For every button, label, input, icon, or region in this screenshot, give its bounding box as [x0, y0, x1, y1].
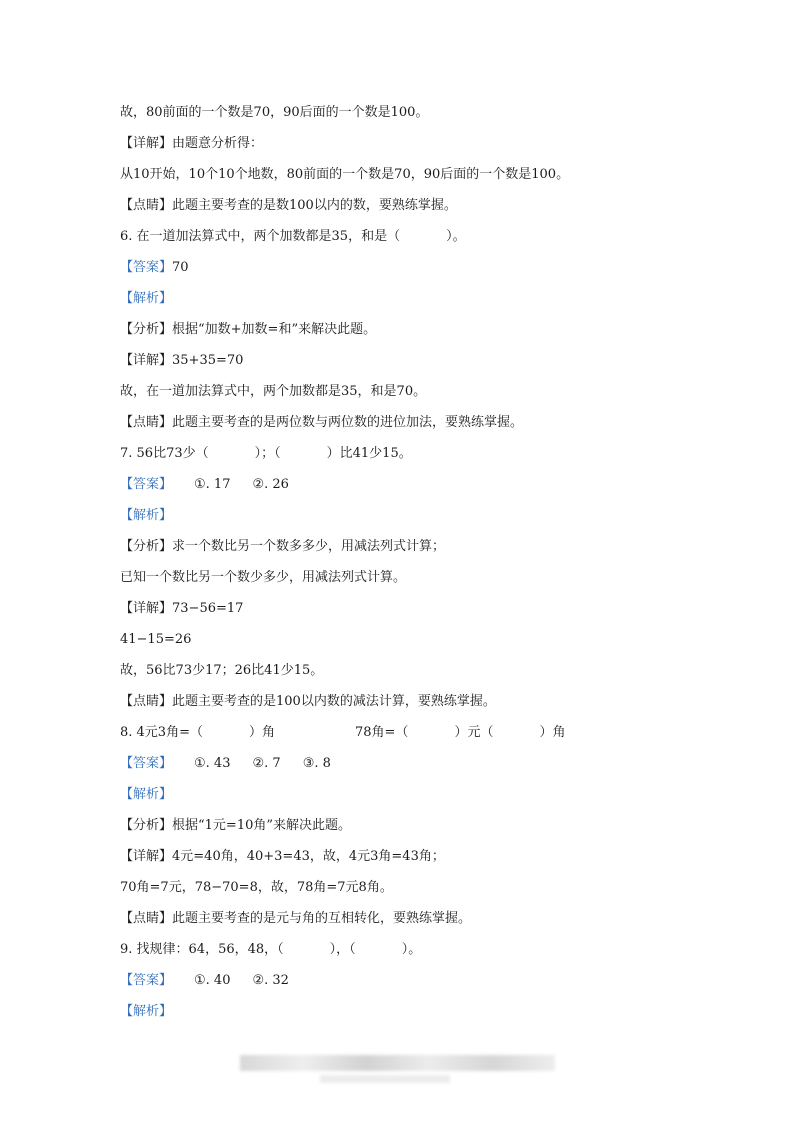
text-line: 故，80前面的一个数是70，90后面的一个数是100。	[120, 105, 429, 120]
question-6: 6. 在一道加法算式中，两个加数都是35，和是（ ）。	[120, 229, 466, 244]
text-line: 从10开始，10个10个地数，80前面的一个数是70，90后面的一个数是100。	[120, 167, 570, 182]
comment-line: 【点睛】此题主要考查的是数100以内的数，要熟练掌握。	[120, 198, 457, 213]
detail-line: 【详解】35+35=70	[120, 353, 244, 368]
answer-tag: 【答案】	[120, 477, 173, 492]
blurred-watermark	[240, 1055, 555, 1071]
answer-line: 【答案】70	[120, 260, 189, 275]
analysis-line: 【分析】求一个数比另一个数多多少，用减法列式计算；	[120, 539, 446, 554]
text-line: 故，在一道加法算式中，两个加数都是35，和是70。	[120, 384, 427, 399]
analysis-line: 【分析】根据“加数+加数=和”来解决此题。	[120, 322, 377, 337]
analysis-line: 【分析】根据“1元=10角”来解决此题。	[120, 818, 352, 833]
comment-line: 【点睛】此题主要考查的是元与角的互相转化，要熟练掌握。	[120, 911, 472, 926]
document-body	[120, 100, 740, 1030]
text-line: 故，56比73少17；26比41少15。	[120, 663, 324, 678]
answer-line: 【答案】 ①. 17 ②. 26	[120, 477, 289, 492]
detail-line: 【详解】73−56=17	[120, 601, 244, 616]
question-7: 7. 56比73少（ ）；（ ）比41少15。	[120, 446, 412, 461]
analysis-heading: 【解析】	[120, 1004, 173, 1019]
detail-line: 【详解】4元=40角，40+3=43，故，4元3角=43角；	[120, 849, 445, 864]
question-9: 9. 找规律：64，56，48，（ ），（ ）。	[120, 942, 422, 957]
text-line: 已知一个数比另一个数少多少，用减法列式计算。	[120, 570, 407, 585]
detail-line: 【详解】由题意分析得：	[120, 136, 264, 151]
detail-tag: 【详解】	[120, 136, 173, 151]
answer-line: 【答案】 ①. 43 ②. 7 ③. 8	[120, 756, 331, 771]
question-8: 8. 4元3角=（ ）角 78角=（ ）元（ ）角	[120, 725, 566, 740]
answer-line: 【答案】 ①. 40 ②. 32	[120, 973, 289, 988]
analysis-heading: 【解析】	[120, 787, 173, 802]
analysis-heading: 【解析】	[120, 291, 173, 306]
answer-tag: 【答案】	[120, 260, 173, 275]
comment-tag: 【点睛】	[120, 198, 173, 213]
answer-tag: 【答案】	[120, 756, 173, 771]
text-line: 41−15=26	[120, 632, 192, 647]
answer-tag: 【答案】	[120, 973, 173, 988]
comment-line: 【点睛】此题主要考查的是100以内数的减法计算，要熟练掌握。	[120, 694, 496, 709]
comment-line: 【点睛】此题主要考查的是两位数与两位数的进位加法，要熟练掌握。	[120, 415, 524, 430]
blurred-watermark-sub	[320, 1075, 450, 1083]
text-line: 70角=7元，78−70=8，故，78角=7元8角。	[120, 880, 393, 895]
analysis-heading: 【解析】	[120, 508, 173, 523]
